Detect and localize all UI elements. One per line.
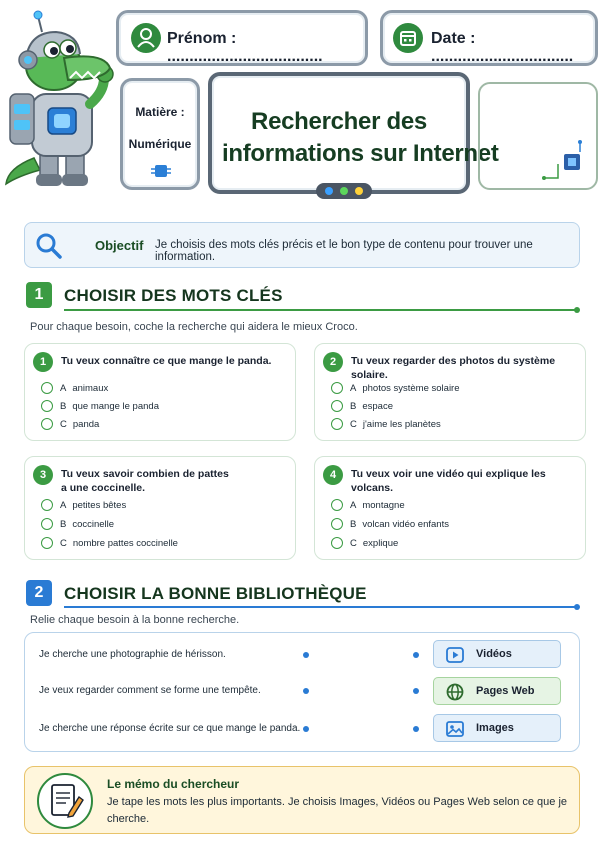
- radio-button[interactable]: [41, 418, 53, 430]
- video-play-icon: [446, 646, 464, 664]
- radio-button[interactable]: [331, 537, 343, 549]
- section2-number: 2: [26, 580, 52, 606]
- need-item-2: Je veux regarder comment se forme une tempête.: [39, 685, 261, 696]
- led-green: [340, 187, 348, 195]
- library-label: Pages Web: [476, 685, 535, 697]
- need-dot-3[interactable]: [303, 726, 309, 732]
- led-strip: [316, 183, 372, 199]
- question-number: 1: [33, 352, 53, 372]
- led-yellow: [355, 187, 363, 195]
- library-label: Images: [476, 722, 514, 734]
- option-b[interactable]: B coccinelle: [41, 518, 114, 530]
- library-videos-button[interactable]: [433, 640, 561, 668]
- question-number: 3: [33, 465, 53, 485]
- option-a[interactable]: A petites bêtes: [41, 499, 126, 511]
- led-blue: [325, 187, 333, 195]
- section2-divider-dot: [574, 604, 580, 610]
- need-item-1: Je cherche une photographie de hérisson.: [39, 649, 226, 660]
- option-b[interactable]: B que mange le panda: [41, 400, 159, 412]
- option-a[interactable]: A animaux: [41, 382, 108, 394]
- library-web-pages-button[interactable]: [433, 677, 561, 705]
- option-a[interactable]: A photos système solaire: [331, 382, 460, 394]
- notepad-pencil-icon: [37, 773, 93, 829]
- section1-number: 1: [26, 282, 52, 308]
- section1-divider: [64, 309, 576, 311]
- subject-box: [120, 78, 200, 190]
- question-number: 2: [323, 352, 343, 372]
- objective-label: Objectif: [95, 238, 144, 253]
- circuit-chip-icon: [540, 138, 590, 182]
- option-c[interactable]: C panda: [41, 418, 99, 430]
- question-title: Tu veux regarder des photos du système solaire.: [351, 355, 556, 381]
- date-label: Date : ................................: [431, 30, 574, 65]
- library-label: Vidéos: [476, 648, 512, 660]
- question-title: Tu veux savoir combien de pattes a une coccinelle.: [61, 468, 229, 494]
- radio-button[interactable]: [331, 499, 343, 511]
- question-card-1: [24, 343, 296, 441]
- need-dot-2[interactable]: [303, 688, 309, 694]
- question-card-4: [314, 456, 586, 560]
- objective-text: Je choisis des mots clés précis et le bon type de contenu pour trouver une information.: [155, 239, 533, 263]
- section2-instruction: Relie chaque besoin à la bonne recherche.: [30, 614, 240, 626]
- researcher-memo: [24, 766, 580, 834]
- memo-text: Je tape les mots les plus importants. Je choisis Images, Vidéos ou Pages Web selon ce que je cherche.: [107, 796, 568, 825]
- date-field[interactable]: [380, 10, 598, 66]
- radio-button[interactable]: [41, 499, 53, 511]
- library-dot-2[interactable]: [413, 688, 419, 694]
- chip-icon: [149, 161, 173, 181]
- radio-button[interactable]: [41, 537, 53, 549]
- memo-title: Le mémo du chercheur: [107, 777, 240, 791]
- need-item-3: Je cherche une réponse écrite sur ce que mange le panda.: [39, 723, 301, 734]
- section2-divider: [64, 606, 576, 608]
- subject-value: Numérique: [128, 137, 192, 151]
- page-title-line1: Rechercher des: [251, 108, 427, 135]
- section1-divider-dot: [574, 307, 580, 313]
- section2-title: CHOISIR LA BONNE BIBLIOTHÈQUE: [64, 584, 367, 603]
- option-b[interactable]: B volcan vidéo enfants: [331, 518, 449, 530]
- option-c[interactable]: C explique: [331, 537, 398, 549]
- question-title: Tu veux connaître ce que mange le panda.: [61, 355, 272, 367]
- matching-box: [24, 632, 580, 752]
- first-name-label: Prénom : ...................................: [167, 30, 323, 65]
- magnifier-icon: [35, 232, 63, 260]
- option-c[interactable]: C j'aime les planètes: [331, 418, 441, 430]
- question-card-2: [314, 343, 586, 441]
- user-icon: [131, 23, 161, 53]
- option-a[interactable]: A montagne: [331, 499, 405, 511]
- subject-label: Matière :: [135, 105, 185, 119]
- radio-button[interactable]: [41, 518, 53, 530]
- question-card-3: [24, 456, 296, 560]
- radio-button[interactable]: [331, 418, 343, 430]
- globe-icon: [446, 683, 464, 701]
- library-dot-1[interactable]: [413, 652, 419, 658]
- first-name-field[interactable]: [116, 10, 368, 66]
- need-dot-1[interactable]: [303, 652, 309, 658]
- page-title-line2: informations sur Internet: [222, 140, 499, 167]
- section1-title: CHOISIR DES MOTS CLÉS: [64, 286, 283, 305]
- objective-box: [24, 222, 580, 268]
- decorative-panel: [478, 82, 598, 190]
- radio-button[interactable]: [41, 400, 53, 412]
- section1-instruction: Pour chaque besoin, coche la recherche qui aidera le mieux Croco.: [30, 321, 358, 333]
- page-title: [222, 106, 499, 170]
- image-icon: [446, 720, 464, 738]
- library-dot-3[interactable]: [413, 726, 419, 732]
- radio-button[interactable]: [41, 382, 53, 394]
- title-panel: [208, 72, 499, 194]
- radio-button[interactable]: [331, 400, 343, 412]
- option-b[interactable]: B espace: [331, 400, 393, 412]
- library-images-button[interactable]: [433, 714, 561, 742]
- question-number: 4: [323, 465, 343, 485]
- calendar-icon: [393, 23, 423, 53]
- radio-button[interactable]: [331, 518, 343, 530]
- question-title: Tu veux voir une vidéo qui explique les volcans.: [351, 468, 546, 494]
- option-c[interactable]: C nombre pattes coccinelle: [41, 537, 178, 549]
- radio-button[interactable]: [331, 382, 343, 394]
- robot-crocodile-mascot: [4, 8, 116, 190]
